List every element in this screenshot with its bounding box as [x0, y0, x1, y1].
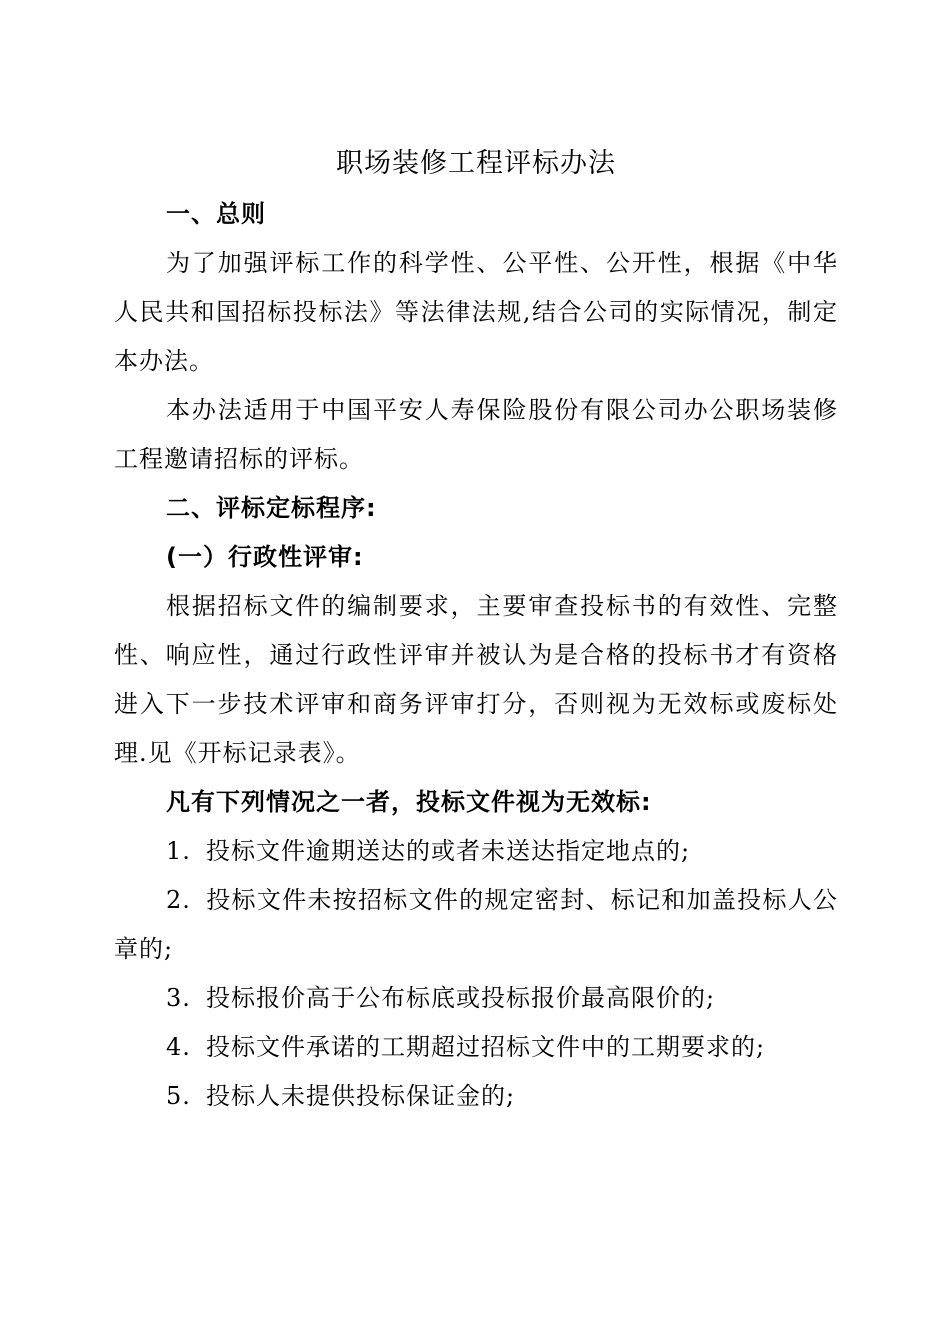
list-item-number: 4. [166, 1033, 191, 1061]
paragraph-scope: 本办法适用于中国平安人寿保险股份有限公司办公职场装修工程邀请招标的评标。 [114, 396, 838, 473]
list-item-number: 2. [166, 886, 191, 914]
document-body [114, 140, 838, 1121]
list-item [114, 876, 838, 974]
list-item-number: 5. [166, 1082, 191, 1110]
paragraph-purpose: 为了加强评标工作的科学性、公平性、公开性，根据《中华人民共和国招标投标法》等法律法规,结合公司的实际情况，制定本办法。 [114, 249, 838, 375]
list-item-text: 投标文件逾期送达的或者未送达指定地点的; [206, 837, 691, 865]
list-item-number: 1. [166, 837, 191, 865]
list-item-text: 投标报价高于公布标底或投标报价最高限价的; [206, 984, 716, 1012]
list-item-number: 3. [166, 984, 191, 1012]
list-item-text: 投标文件承诺的工期超过招标文件中的工期要求的; [206, 1033, 766, 1061]
document-title: 职场装修工程评标办法 [336, 148, 616, 179]
list-item-text: 投标人未提供投标保证金的; [206, 1082, 516, 1110]
list-item [114, 1023, 838, 1072]
list-item [114, 1072, 838, 1121]
invalid-bid-heading: 凡有下列情况之一者，投标文件视为无效标: [166, 788, 652, 816]
section-heading-procedure: 二、评标定标程序: [166, 494, 377, 522]
subsection-heading-admin-review: (一）行政性评审: [166, 543, 364, 571]
list-item [114, 974, 838, 1023]
section-heading-general: 一、总则 [166, 200, 266, 228]
paragraph-admin-review: 根据招标文件的编制要求，主要审查投标书的有效性、完整性、响应性，通过行政性评审并被认为是合格的投标书才有资格进入下一步技术评审和商务评审打分，否则视为无效标或废标处理.见《开标记录表》。 [114, 592, 838, 767]
list-item [114, 827, 838, 876]
list-item-text: 投标文件未按招标文件的规定密封、标记和加盖投标人公章的; [114, 886, 838, 963]
